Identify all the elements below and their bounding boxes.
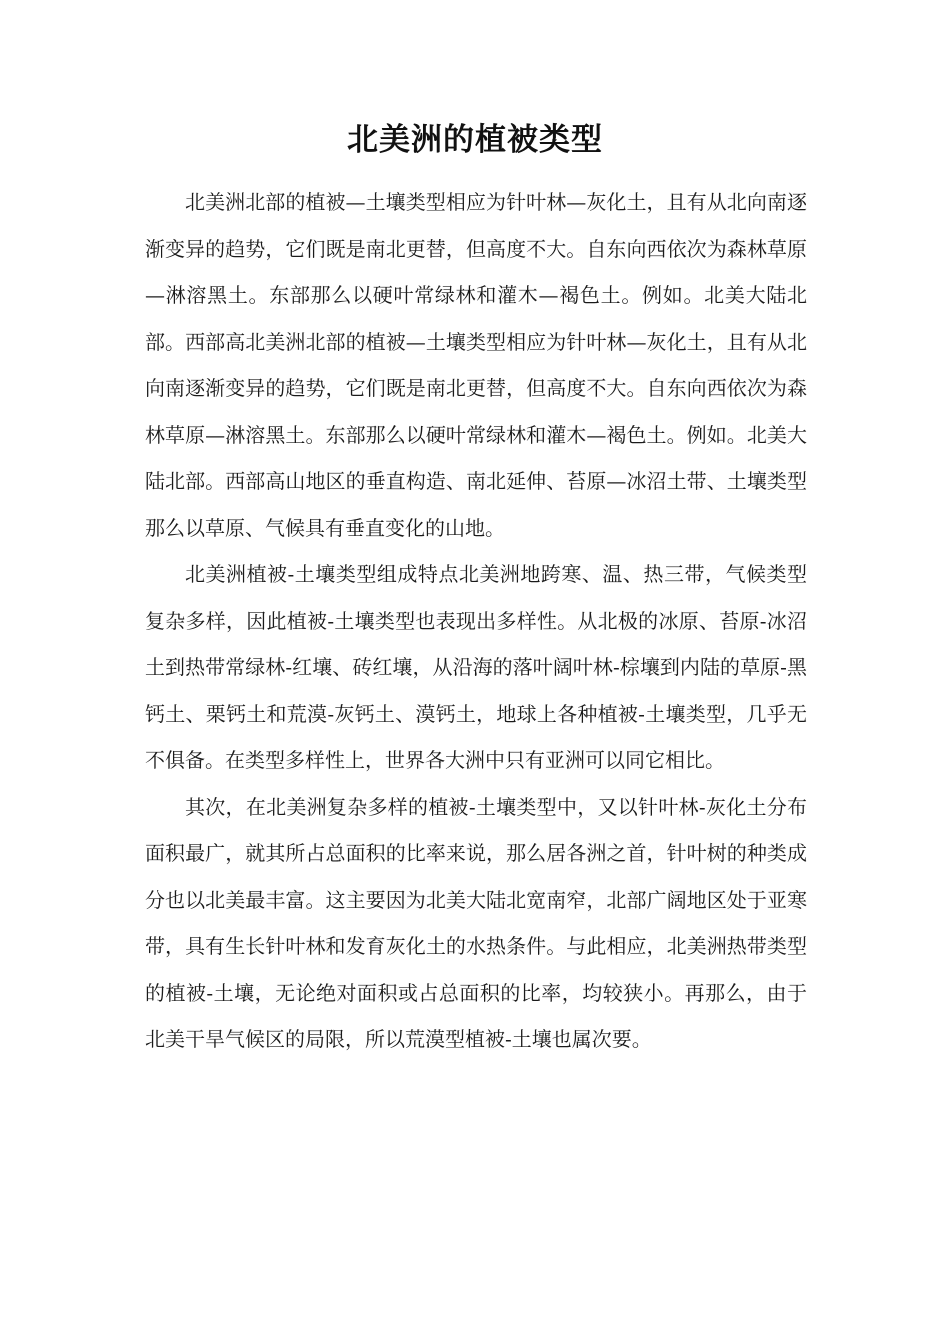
document-body bbox=[145, 179, 807, 1063]
paragraph-1: 北美洲北部的植被—土壤类型相应为针叶林—灰化土，且有从北向南逐渐变异的趋势，它们既是南北更替，但高度不大。自东向西依次为森林草原—淋溶黑土。东部那么以硬叶常绿林和灌木—褐色土。例如。北美大陆北部。西部高北美洲北部的植被—土壤类型相应为针叶林—灰化土，且有从北向南逐渐变异的趋势，它们既是南北更替，但高度不大。自东向西依次为森林草原—淋溶黑土。东部那么以硬叶常绿林和灌木—褐色土。例如。北美大陆北部。西部高山地区的垂直构造、南北延伸、苔原—冰沼土带、土壤类型那么以草原、气候具有垂直变化的山地。 bbox=[145, 190, 807, 540]
document-title: 北美洲的植被类型 bbox=[347, 122, 603, 158]
paragraph-2: 北美洲植被-土壤类型组成特点北美洲地跨寒、温、热三带，气候类型复杂多样，因此植被-土壤类型也表现出多样性。从北极的冰原、苔原-冰沼土到热带常绿林-红壤、砖红壤，从沿海的落叶阔叶林-棕壤到内陆的草原-黑钙土、栗钙土和荒漠-灰钙土、漠钙土，地球上各种植被-土壤类型，几乎无不俱备。在类型多样性上，世界各大洲中只有亚洲可以同它相比。 bbox=[145, 562, 807, 772]
paragraph-3: 其次，在北美洲复杂多样的植被-土壤类型中，又以针叶林-灰化土分布面积最广，就其所占总面积的比率来说，那么居各洲之首，针叶树的种类成分也以北美最丰富。这主要因为北美大陆北宽南窄，北部广阔地区处于亚寒带，具有生长针叶林和发育灰化土的水热条件。与此相应，北美洲热带类型的植被-土壤，无论绝对面积或占总面积的比率，均较狭小。再那么，由于北美干旱气候区的局限，所以荒漠型植被-土壤也属次要。 bbox=[145, 794, 807, 1051]
